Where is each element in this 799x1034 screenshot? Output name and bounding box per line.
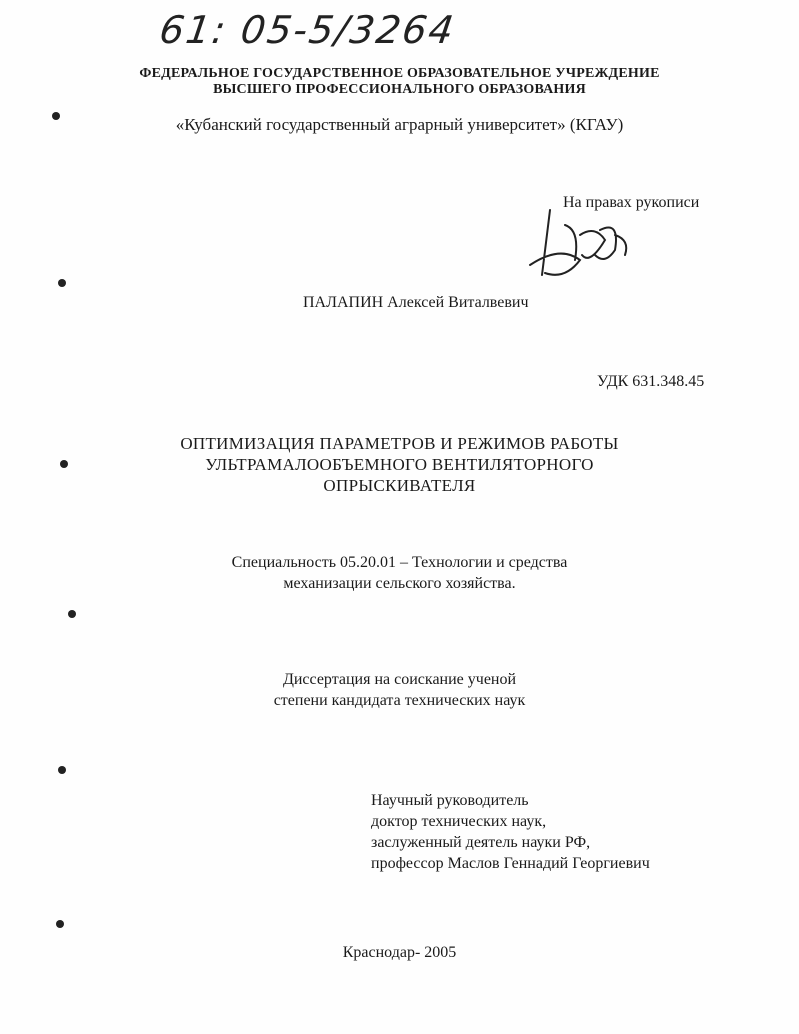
specialty-line-2: механизации сельского хозяйства. xyxy=(283,575,516,592)
institution-line-1: ФЕДЕРАЛЬНОЕ ГОСУДАРСТВЕННОЕ ОБРАЗОВАТЕЛЬНОЕ УЧРЕЖДЕНИЕ xyxy=(139,66,660,81)
title-line-3: ОПРЫСКИВАТЕЛЯ xyxy=(323,476,476,495)
handwritten-shelfmark: 61: 05-5/3264 xyxy=(156,8,459,52)
title-line-2: УЛЬТРАМАЛООБЪЕМНОГО ВЕНТИЛЯТОРНОГО xyxy=(205,455,594,474)
city-year: Краснодар- 2005 xyxy=(342,944,457,961)
binding-hole-mark-icon xyxy=(52,112,60,120)
signature xyxy=(520,205,640,305)
manuscript-rights: На правах рукописи xyxy=(563,194,700,211)
title-line-1: ОПТИМИЗАЦИЯ ПАРАМЕТРОВ И РЕЖИМОВ РАБОТЫ xyxy=(180,434,619,453)
supervisor-line-4: профессор Маслов Геннадий Георгиевич xyxy=(371,855,650,872)
udc-code: УДК 631.348.45 xyxy=(597,373,705,390)
university-name: «Кубанский государственный аграрный университет» (КГАУ) xyxy=(175,115,624,134)
institution-line-2: ВЫСШЕГО ПРОФЕССИОНАЛЬНОГО ОБРАЗОВАНИЯ xyxy=(213,82,586,97)
signature-icon xyxy=(520,205,640,305)
degree-line-1: Диссертация на соискание ученой xyxy=(282,671,517,688)
supervisor-line-2: доктор технических наук, xyxy=(371,813,547,830)
binding-hole-mark-icon xyxy=(68,610,76,618)
specialty-line-1: Специальность 05.20.01 – Технологии и средства xyxy=(231,554,568,571)
binding-hole-mark-icon xyxy=(56,920,64,928)
binding-hole-mark-icon xyxy=(58,766,66,774)
binding-hole-mark-icon xyxy=(60,460,68,468)
binding-hole-mark-icon xyxy=(58,279,66,287)
author-name: ПАЛАПИН Алексей Виталвевич xyxy=(303,294,529,311)
degree-line-2: степени кандидата технических наук xyxy=(273,692,526,709)
supervisor-line-1: Научный руководитель xyxy=(371,792,529,809)
supervisor-line-3: заслуженный деятель науки РФ, xyxy=(371,834,591,851)
